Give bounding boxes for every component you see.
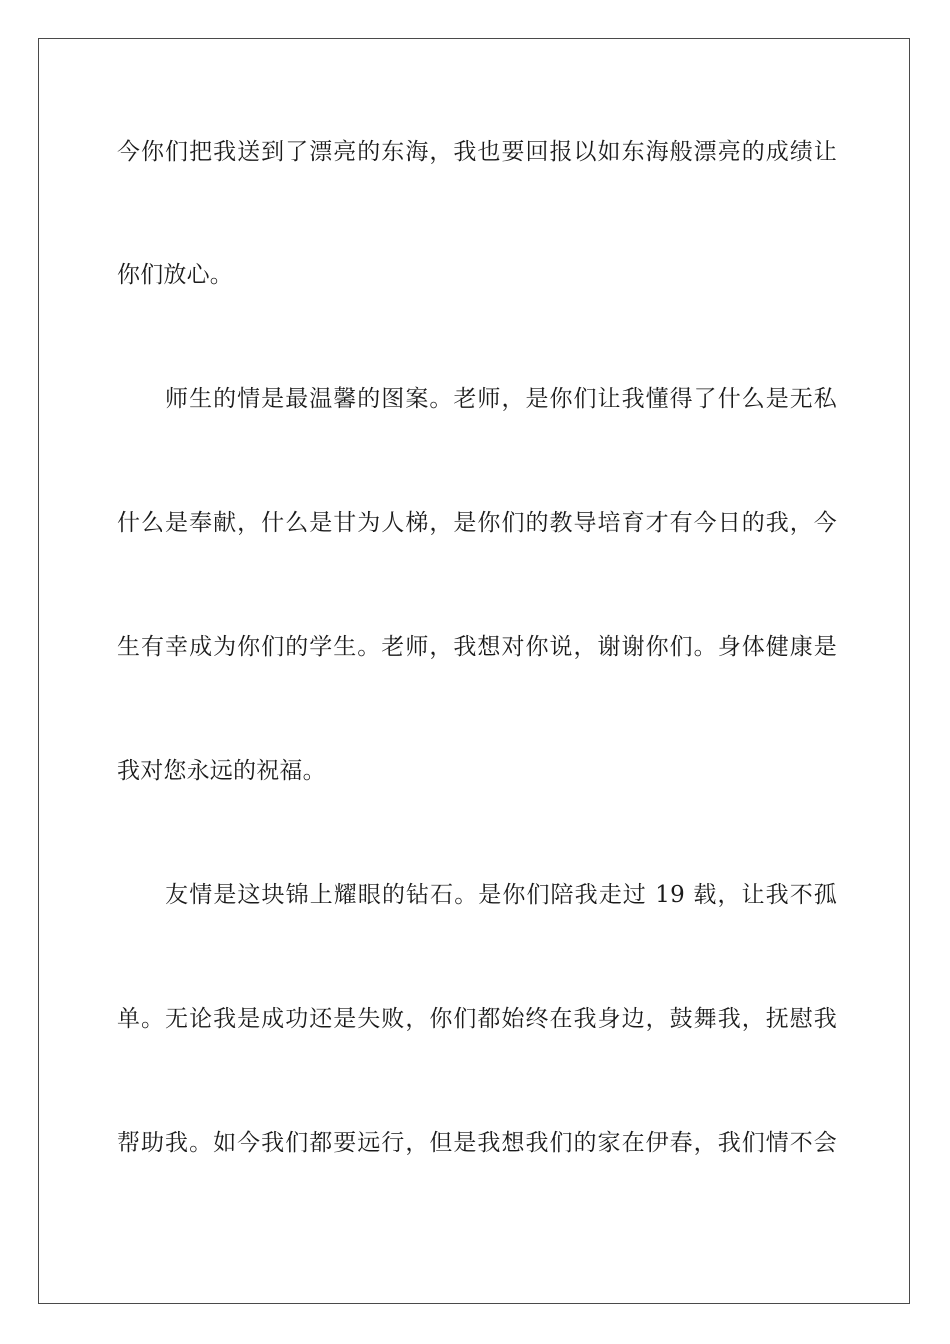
text-line: 我对您永远的祝福。 [117,758,326,784]
text-line: 什么是奉献，什么是甘为人梯，是你们的教导培育才有今日的我，今 [117,510,837,536]
page-border [38,38,910,1304]
text-line: 友情是这块锦上耀眼的钻石。是你们陪我走过 19 载，让我不孤 [117,882,837,908]
text-line: 生有幸成为你们的学生。老师，我想对你说，谢谢你们。身体健康是 [117,634,837,660]
text-line: 今你们把我送到了漂亮的东海，我也要回报以如东海般漂亮的成绩让 [117,139,837,165]
text-line: 单。无论我是成功还是失败，你们都始终在我身边，鼓舞我，抚慰我 [117,1006,837,1032]
text-line: 你们放心。 [117,262,233,288]
text-line: 师生的情是最温馨的图案。老师，是你们让我懂得了什么是无私 [117,386,837,412]
text-line: 帮助我。如今我们都要远行，但是我想我们的家在伊春，我们情不会 [117,1130,837,1156]
